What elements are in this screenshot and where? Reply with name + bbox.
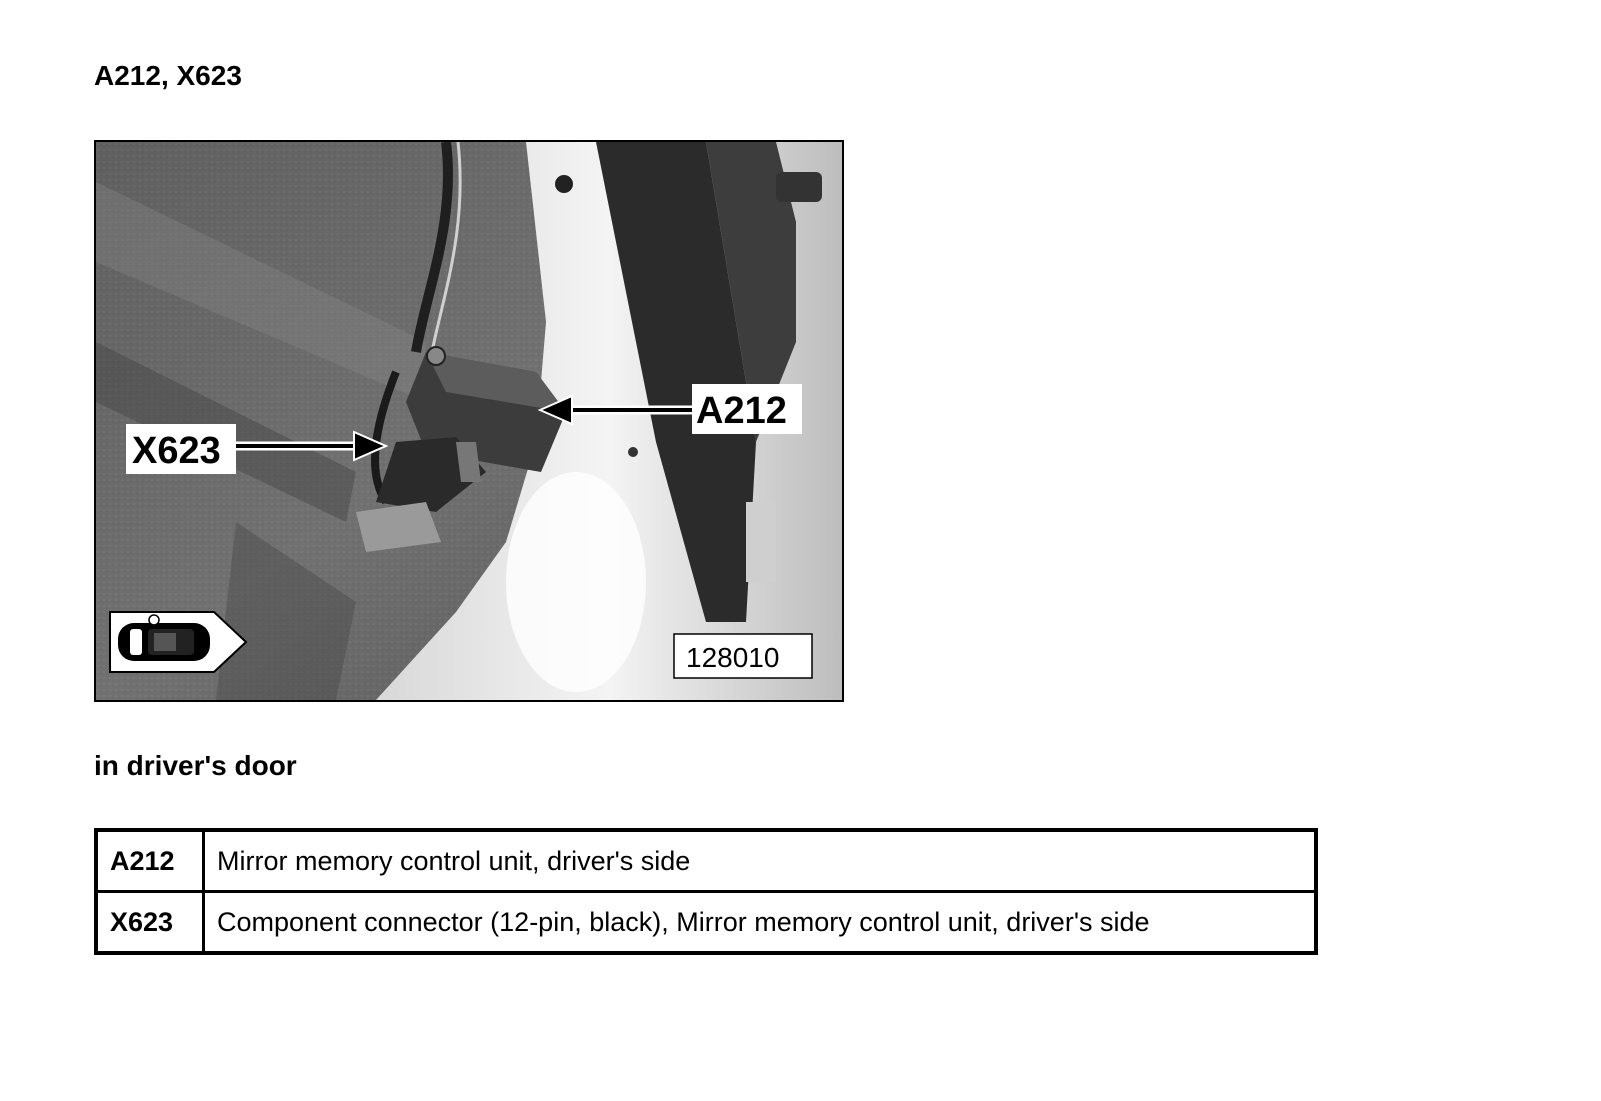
- page-title: A212, X623: [94, 60, 242, 91]
- figure-number: 128010: [686, 642, 780, 673]
- location-caption: in driver's door: [94, 750, 297, 781]
- component-legend-table: [94, 828, 1318, 955]
- component-description: Component connector (12-pin, black), Mirror memory control unit, driver's side: [204, 892, 1317, 954]
- component-description: Mirror memory control unit, driver's side: [204, 830, 1317, 892]
- x623-callout-label: X623: [132, 430, 221, 472]
- component-code: X623: [96, 892, 204, 954]
- component-code: A212: [96, 830, 204, 892]
- table-row: [96, 892, 1316, 954]
- a212-callout-label: A212: [696, 390, 787, 432]
- table-row: [96, 830, 1316, 892]
- component-location-photo: [94, 140, 844, 702]
